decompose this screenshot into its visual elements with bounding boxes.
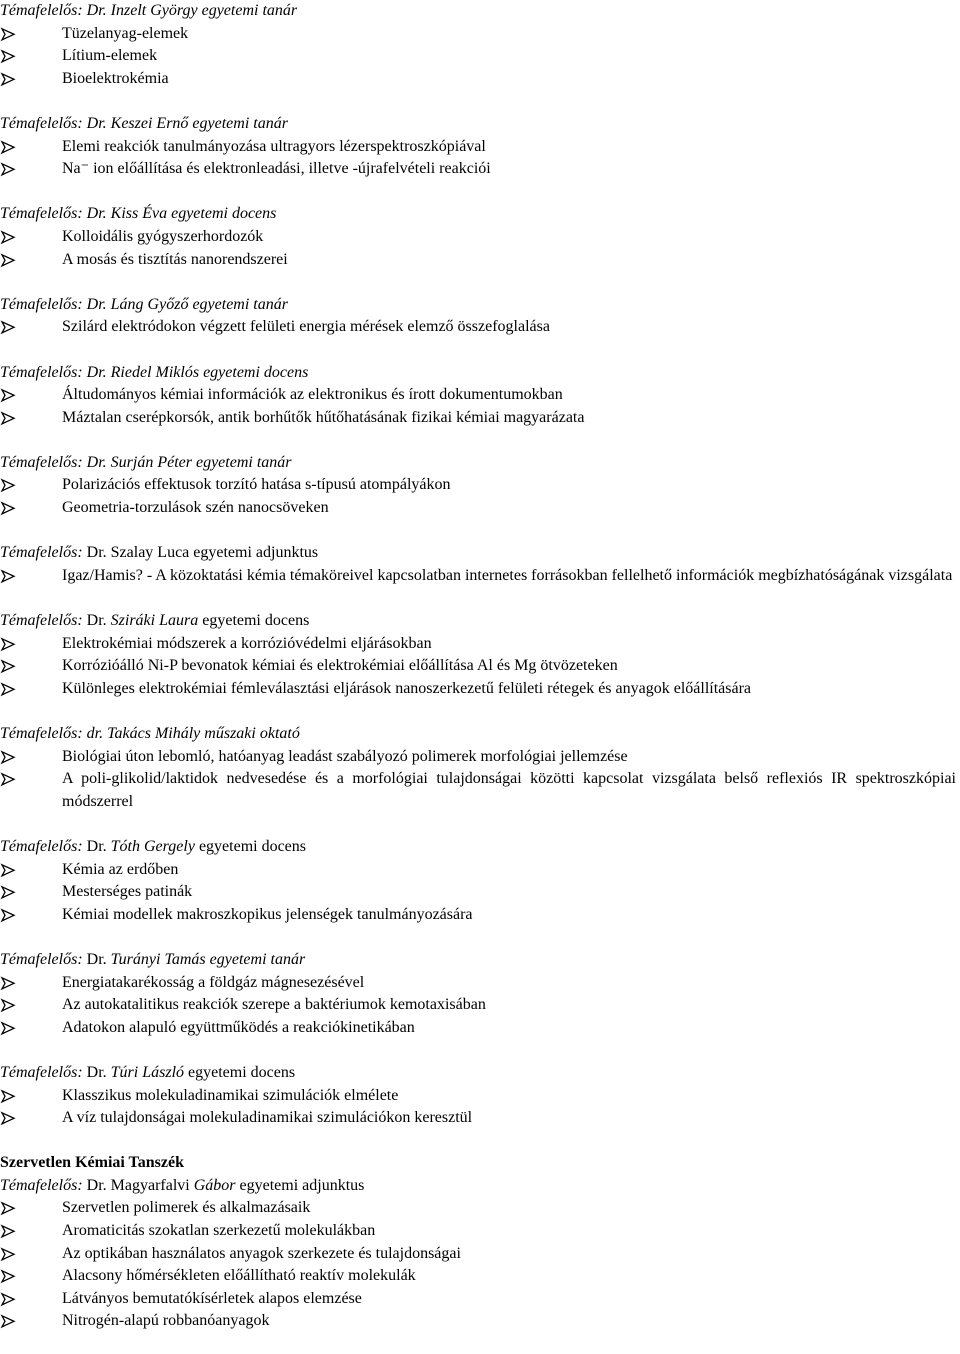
arrowhead-icon — [0, 1310, 20, 1333]
topic-title: A víz tulajdonságai molekuladinamikai szimulációkon keresztül — [62, 1109, 473, 1127]
topic-item — [0, 1197, 956, 1220]
topic-list — [0, 23, 956, 91]
topic-group — [0, 610, 956, 700]
topic-list — [0, 136, 956, 181]
supervisor-text: Dr. Szalay Luca egyetemi adjunktus — [86, 544, 319, 562]
arrowhead-icon — [0, 678, 20, 701]
topic-title: A mosás és tisztítás nanorendszerei — [62, 250, 288, 268]
arrowhead-icon — [0, 768, 20, 791]
topic-group — [0, 113, 956, 181]
arrowhead-icon — [0, 1085, 20, 1108]
supervisor-text: egyetemi docens — [198, 612, 310, 630]
supervisor-text: Témafelelős: — [0, 612, 87, 630]
arrowhead-icon — [0, 633, 20, 656]
arrowhead-icon — [0, 474, 20, 497]
supervisor-text: egyetemi adjunktus — [235, 1176, 365, 1194]
topic-group — [0, 949, 956, 1039]
topic-title: Az autokatalitikus reakciók szerepe a baktériumok kemotaxisában — [62, 996, 486, 1014]
arrowhead-icon — [0, 249, 20, 272]
topic-item — [0, 768, 956, 813]
supervisor-line — [0, 1062, 956, 1085]
supervisor-text: Surján Péter egyetemi tanár — [110, 453, 292, 471]
topic-item — [0, 633, 956, 656]
supervisor-text: Láng Győző egyetemi tanár — [110, 295, 288, 313]
topic-item — [0, 384, 956, 407]
arrowhead-icon — [0, 565, 20, 588]
arrowhead-icon — [0, 158, 20, 181]
arrowhead-icon — [0, 972, 20, 995]
topic-title: Különleges elektrokémiai fémleválasztási eljárások nanoszerkezetű felületi rétegek és anyagok előállítására — [62, 679, 752, 697]
supervisor-text: Dr. — [86, 950, 111, 968]
topic-list — [0, 1197, 956, 1333]
supervisor-text: Dr. — [86, 612, 111, 630]
topic-title: Korrózióálló Ni-P bevonatok kémiai és elektrokémiai előállítása Al és Mg ötvözeteken — [62, 657, 618, 675]
topic-group — [0, 1152, 956, 1333]
arrowhead-icon — [0, 1197, 20, 1220]
topic-title: Elektrokémiai módszerek a korrózióvédelmi eljárásokban — [62, 634, 432, 652]
topic-title: Aromaticitás szokatlan szerkezetű molekulákban — [62, 1222, 376, 1240]
topic-item — [0, 1107, 956, 1130]
topic-title: Klasszikus molekuladinamikai szimulációk elmélete — [62, 1086, 399, 1104]
supervisor-text: Turányi Tamás egyetemi tanár — [110, 950, 306, 968]
topic-item — [0, 1288, 956, 1311]
arrowhead-icon — [0, 23, 20, 46]
supervisor-text: Témafelelős: — [0, 837, 87, 855]
topic-title: Mesterséges patinák — [62, 883, 193, 901]
supervisor-text: Témafelelős: dr. Takács Mihály műszaki oktató — [0, 725, 300, 742]
topic-title: Áltudományos kémiai információk az elektronikus és írott dokumentumokban — [62, 386, 563, 404]
arrowhead-icon — [0, 316, 20, 339]
topic-title: Elemi reakciók tanulmányozása ultragyors lézerspektroszkópiával — [62, 137, 486, 155]
topic-title: Adatokon alapuló együttműködés a reakciókinetikában — [62, 1018, 415, 1036]
supervisor-text: Keszei Ernő egyetemi tanár — [110, 114, 288, 132]
topic-item — [0, 23, 956, 46]
topic-item — [0, 565, 956, 588]
topic-item — [0, 1243, 956, 1266]
department-heading: Szervetlen Kémiai Tanszék — [0, 1154, 184, 1172]
topic-group — [0, 1062, 956, 1130]
arrowhead-icon — [0, 859, 20, 882]
topic-group — [0, 723, 956, 813]
supervisor-text: Inzelt György egyetemi tanár — [110, 2, 298, 19]
supervisor-text: Témafelelős: — [0, 544, 87, 562]
topic-title: Bioelektrokémia — [62, 69, 169, 87]
topic-title: Energiatakarékosság a földgáz mágnesezésével — [62, 973, 365, 991]
arrowhead-icon — [0, 497, 20, 520]
supervisor-text: Témafelelős: Dr. — [0, 205, 111, 223]
arrowhead-icon — [0, 655, 20, 678]
topic-list — [0, 746, 956, 814]
arrowhead-icon — [0, 1017, 20, 1040]
topic-list — [0, 1085, 956, 1130]
topic-title: Igaz/Hamis? - A közoktatási kémia témaköreivel kapcsolatban internetes forrásokban fellelhető információk megbízhatóságának vizsgálata — [62, 566, 953, 584]
supervisor-line — [0, 203, 956, 226]
supervisor-text: Dr. Magyarfalvi — [86, 1176, 194, 1194]
supervisor-text: Sziráki Laura — [110, 612, 199, 630]
topic-title: Az optikában használatos anyagok szerkezete és tulajdonságai — [62, 1244, 461, 1262]
topic-group — [0, 0, 956, 90]
topic-title: Nitrogén-alapú robbanóanyagok — [62, 1312, 270, 1330]
topic-title: Na⁻ ion előállítása és elektronleadási, illetve -újrafelvételi reakciói — [62, 160, 491, 178]
arrowhead-icon — [0, 384, 20, 407]
supervisor-text: Témafelelős: Dr. — [0, 2, 111, 19]
topic-item — [0, 1017, 956, 1040]
arrowhead-icon — [0, 226, 20, 249]
supervisor-line — [0, 362, 956, 385]
topic-title: Szilárd elektródokon végzett felületi energia mérések elemző összefoglalása — [62, 318, 550, 336]
supervisor-line — [0, 452, 956, 475]
supervisor-text: Témafelelős: — [0, 950, 87, 968]
arrowhead-icon — [0, 746, 20, 769]
supervisor-text: Témafelelős: Dr. — [0, 453, 111, 471]
topic-title: Lítium-elemek — [62, 47, 158, 65]
supervisor-text: Tóth Gergely — [110, 837, 195, 855]
supervisor-text: Témafelelős: Dr. — [0, 114, 111, 132]
supervisor-text: Témafelelős: — [0, 1176, 87, 1194]
supervisor-line — [0, 113, 956, 136]
supervisor-text: Témafelelős: Dr. — [0, 363, 111, 381]
topic-list — [0, 565, 956, 588]
supervisor-line — [0, 294, 956, 317]
supervisor-text: Riedel Miklós egyetemi docens — [110, 363, 309, 381]
arrowhead-icon — [0, 1220, 20, 1243]
topic-title: Kémiai modellek makroszkopikus jelenségek tanulmányozására — [62, 905, 473, 923]
topic-item — [0, 316, 956, 339]
arrowhead-icon — [0, 1265, 20, 1288]
topic-title: Kémia az erdőben — [62, 860, 179, 878]
topic-item — [0, 881, 956, 904]
supervisor-text: Kiss Éva egyetemi docens — [110, 205, 277, 223]
supervisor-text: Témafelelős: Dr. — [0, 295, 111, 313]
topic-item — [0, 1220, 956, 1243]
arrowhead-icon — [0, 994, 20, 1017]
supervisor-text: Dr. — [86, 837, 111, 855]
arrowhead-icon — [0, 1243, 20, 1266]
topic-title: Polarizációs effektusok torzító hatása s-típusú atompályákon — [62, 476, 451, 494]
topic-item — [0, 859, 956, 882]
topic-item — [0, 136, 956, 159]
topic-group — [0, 452, 956, 520]
topic-item — [0, 972, 956, 995]
topic-item — [0, 994, 956, 1017]
topic-item — [0, 407, 956, 430]
topic-item — [0, 655, 956, 678]
topic-title: Kolloidális gyógyszerhordozók — [62, 227, 264, 245]
topic-title: A poli-glikolid/laktidok nedvesedése és a morfológiai tulajdonságai közötti kapcsolat vizsgálata belső reflexiós IR spektroszkópiai módszerrel — [62, 770, 956, 810]
topic-item — [0, 678, 956, 701]
supervisor-text: Témafelelős: — [0, 1063, 87, 1081]
topic-item — [0, 1265, 956, 1288]
topic-list — [0, 384, 956, 429]
supervisor-line — [0, 836, 956, 859]
topic-title: Alacsony hőmérsékleten előállítható reaktív molekulák — [62, 1267, 416, 1285]
topic-title: Látványos bemutatókísérletek alapos elemzése — [62, 1289, 362, 1307]
arrowhead-icon — [0, 1107, 20, 1130]
topic-item — [0, 1310, 956, 1333]
supervisor-text: Gábor — [193, 1176, 236, 1194]
topic-item — [0, 497, 956, 520]
topic-title: Geometria-torzulások szén nanocsöveken — [62, 499, 329, 517]
arrowhead-icon — [0, 136, 20, 159]
topic-item — [0, 249, 956, 272]
topic-title: Szervetlen polimerek és alkalmazásaik — [62, 1199, 311, 1217]
arrowhead-icon — [0, 881, 20, 904]
topic-list — [0, 859, 956, 927]
supervisor-line — [0, 610, 956, 633]
topic-list — [0, 972, 956, 1040]
topic-item — [0, 68, 956, 91]
topic-group — [0, 203, 956, 271]
topic-item — [0, 474, 956, 497]
arrowhead-icon — [0, 407, 20, 430]
topic-item — [0, 1085, 956, 1108]
supervisor-line — [0, 542, 956, 565]
topic-list — [0, 633, 956, 701]
supervisor-text: Túri László — [110, 1063, 185, 1081]
supervisor-text: Dr. — [86, 1063, 111, 1081]
supervisor-line — [0, 1175, 956, 1198]
arrowhead-icon — [0, 45, 20, 68]
topic-group — [0, 836, 956, 926]
topic-group — [0, 362, 956, 430]
topic-list — [0, 226, 956, 271]
topic-title: Máztalan cserépkorsók, antik borhűtők hűtőhatásának fizikai kémiai magyarázata — [62, 408, 585, 426]
topic-list — [0, 474, 956, 519]
arrowhead-icon — [0, 68, 20, 91]
topic-list — [0, 316, 956, 339]
arrowhead-icon — [0, 904, 20, 927]
supervisor-text: egyetemi docens — [194, 837, 307, 855]
topic-item — [0, 226, 956, 249]
topic-group — [0, 294, 956, 339]
topic-item — [0, 45, 956, 68]
supervisor-line — [0, 723, 956, 746]
topic-group — [0, 542, 956, 587]
topic-item — [0, 746, 956, 769]
topic-item — [0, 904, 956, 927]
supervisor-line — [0, 0, 956, 23]
supervisor-line — [0, 949, 956, 972]
topic-title: Tüzelanyag-elemek — [62, 24, 189, 42]
supervisor-text: egyetemi docens — [184, 1063, 296, 1081]
arrowhead-icon — [0, 1288, 20, 1311]
topic-title: Biológiai úton lebomló, hatóanyag leadást szabályozó polimerek morfológiai jellemzése — [62, 747, 628, 765]
topic-item — [0, 158, 956, 181]
